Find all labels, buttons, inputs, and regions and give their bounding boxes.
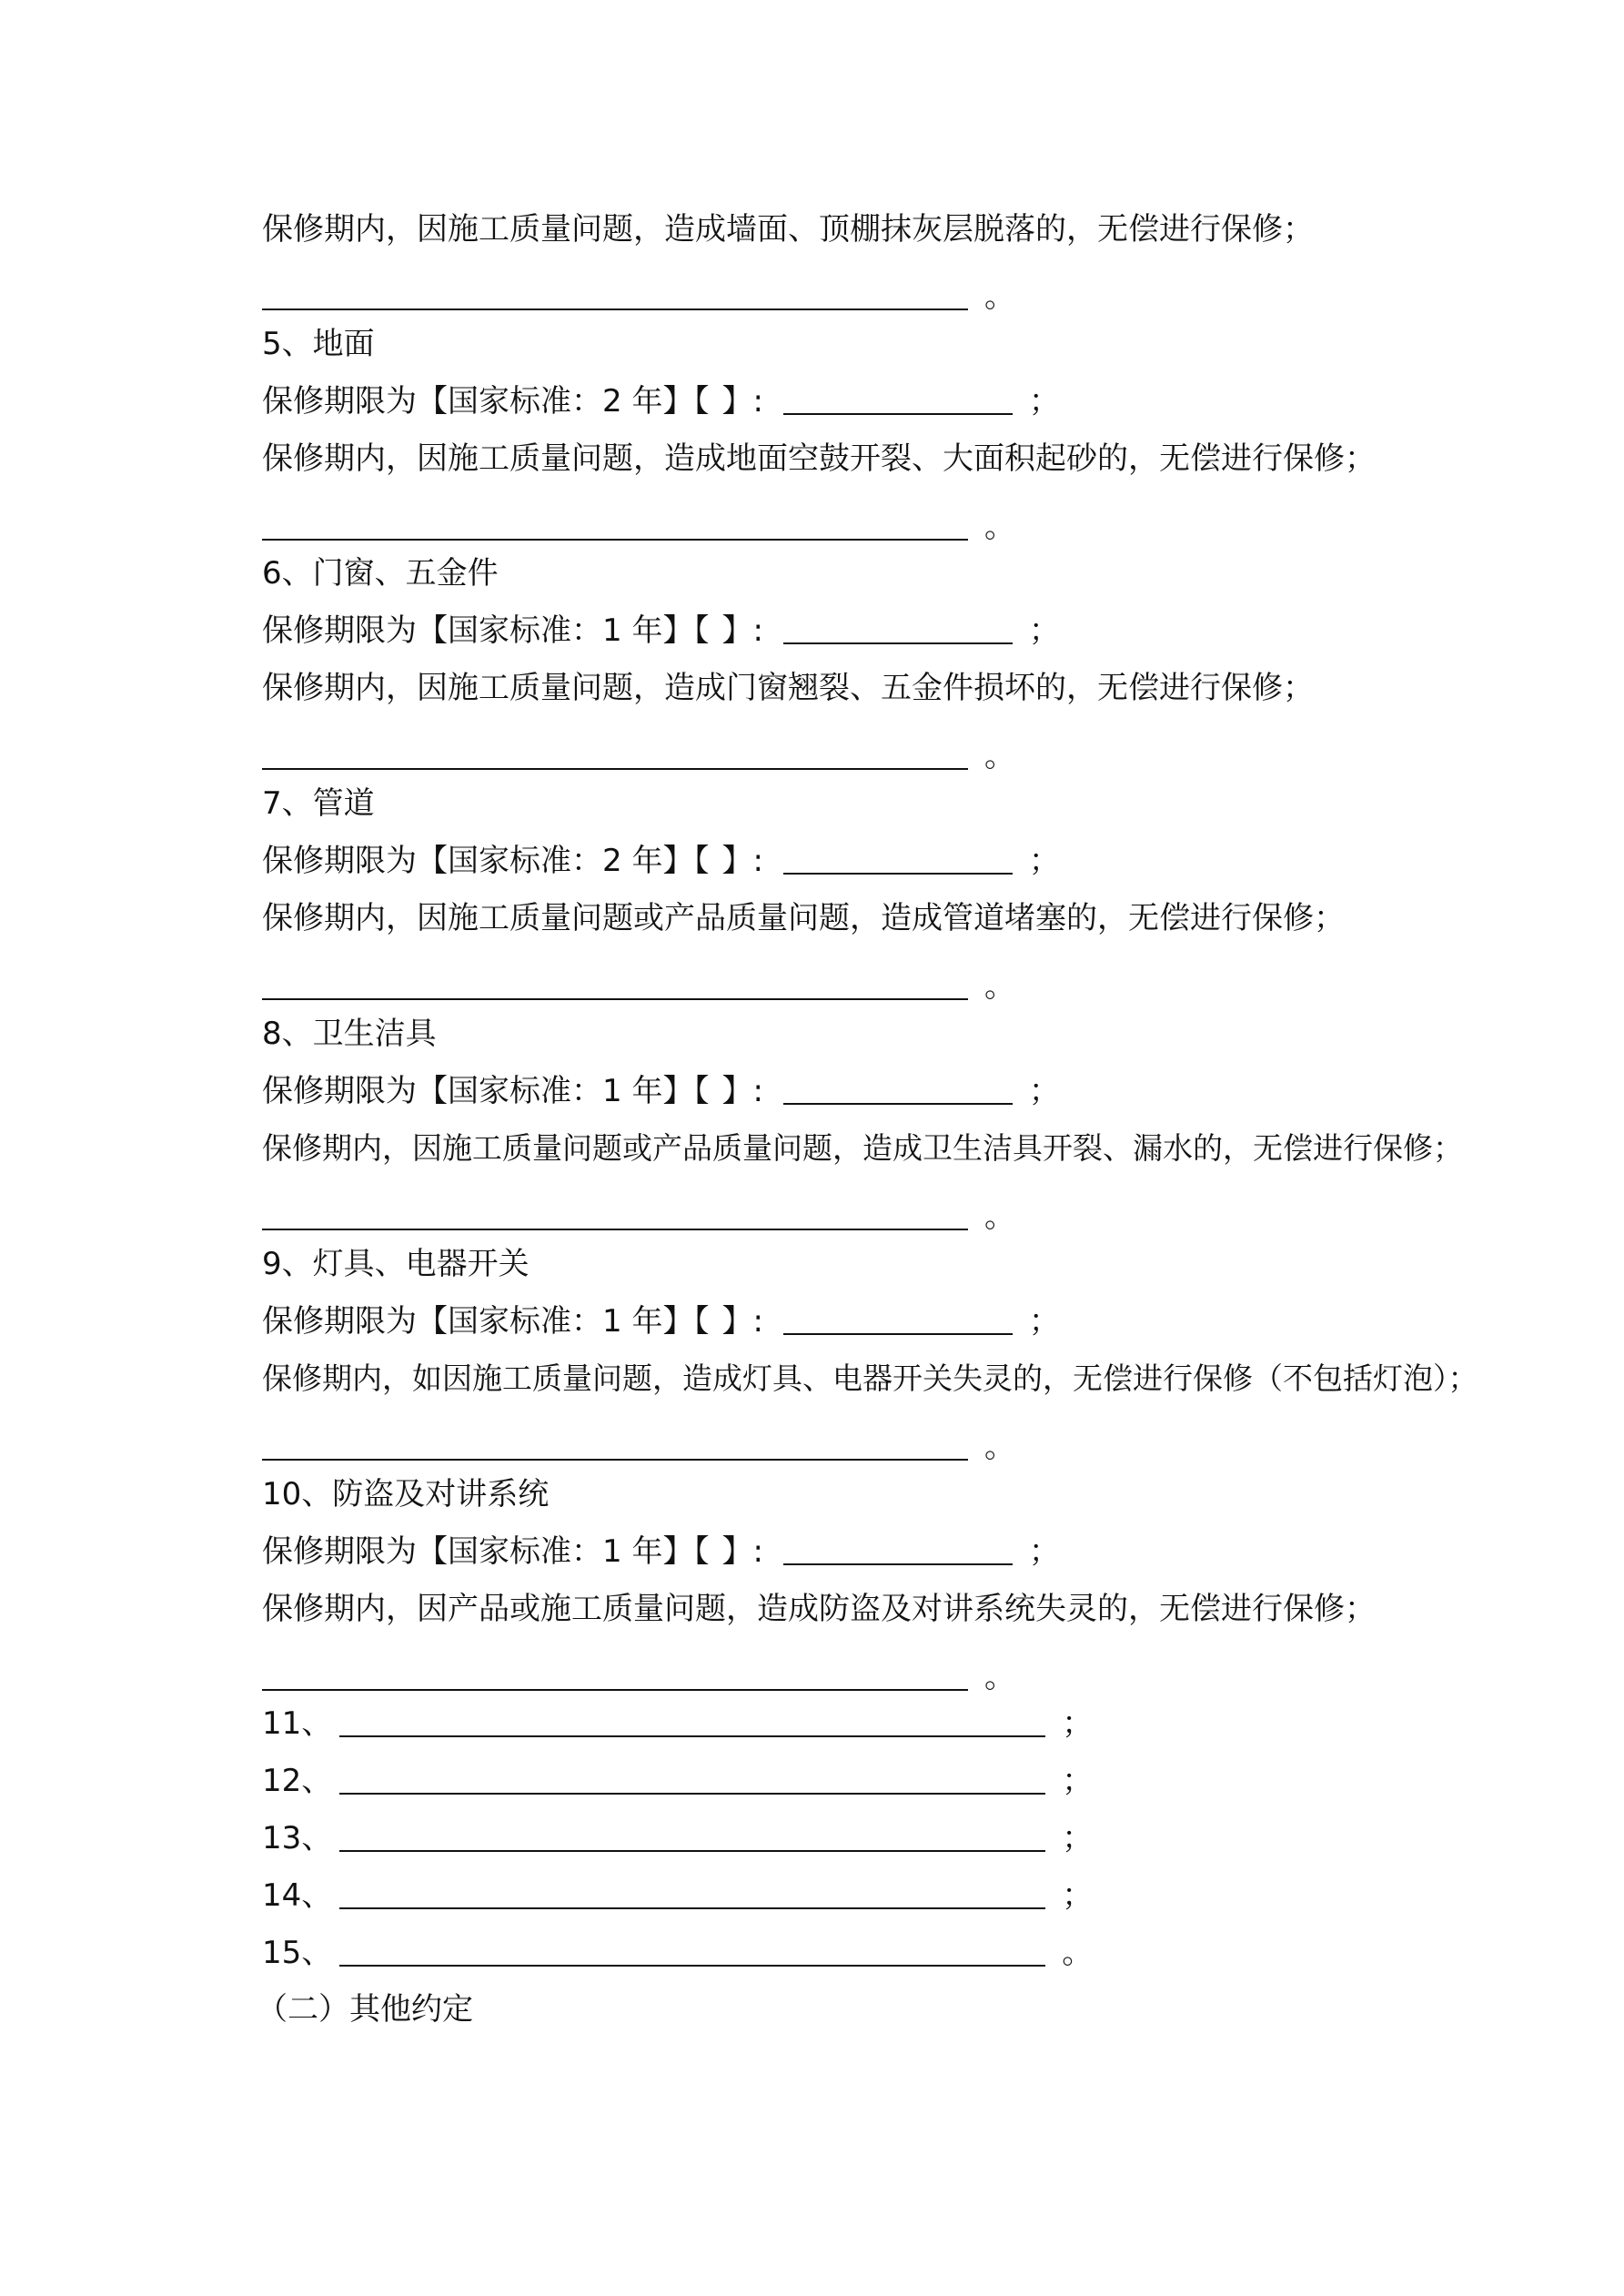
section-desc-lighting: 保修期内，如因施工质量问题，造成灯具、电器开关失灵的，无偿进行保修（不包括灯泡）； [262,1360,1478,1396]
numbered-item-13: 13、 ； [262,1813,1093,1864]
section-title-doors-windows: 6、门窗、五金件 [262,555,499,592]
section-fill-floor: 。 [262,501,1015,552]
section-title-intercom: 10、防盗及对讲系统 [262,1476,550,1512]
period-blank[interactable] [783,1527,1013,1565]
section-fill-sanitary: 。 [262,1191,1015,1242]
fill-in-blank[interactable] [262,1192,968,1230]
section-period-doors-windows: 保修期限为【国家标准：1 年】【 】: ； [262,605,1060,656]
section-desc-doors-windows: 保修期内，因施工质量问题，造成门窗翘裂、五金件损坏的，无偿进行保修； [262,670,1314,706]
section-fill-pipes: 。 [262,961,1015,1012]
fill-in-blank[interactable] [262,272,968,310]
fill-in-blank[interactable] [262,732,968,770]
section-desc-intercom: 保修期内，因产品或施工质量问题，造成防盗及对讲系统失灵的，无偿进行保修； [262,1591,1376,1627]
fill-in-blank[interactable] [262,1653,968,1691]
section-title-floor: 5、地面 [262,326,375,362]
section-title-pipes: 7、管道 [262,785,375,822]
period-blank[interactable] [783,606,1013,644]
section-period-lighting: 保修期限为【国家标准：1 年】【 】: ； [262,1296,1060,1347]
fill-in-blank[interactable] [339,1814,1045,1852]
section-title-sanitary: 8、卫生洁具 [262,1016,437,1052]
period-blank[interactable] [783,377,1013,415]
section-desc-floor: 保修期内，因施工质量问题，造成地面空鼓开裂、大面积起砂的，无偿进行保修； [262,440,1376,477]
period-blank[interactable] [783,1067,1013,1105]
numbered-item-15: 15、 。 [262,1927,1093,1978]
section-fill-doors-windows: 。 [262,731,1015,782]
numbered-item-11: 11、 ； [262,1698,1093,1749]
fill-in-blank[interactable] [262,962,968,1000]
other-agreements-heading: （二）其他约定 [257,1991,473,2028]
item4-description-text: 保修期内，因施工质量问题，造成墙面、顶棚抹灰层脱落的，无偿进行保修； [262,211,1314,248]
fill-in-blank[interactable] [339,1756,1045,1795]
fill-in-blank[interactable] [262,502,968,541]
fill-in-blank[interactable] [262,1422,968,1461]
item4-description [262,204,1314,255]
fill-in-blank[interactable] [339,1871,1045,1909]
section-desc-sanitary: 保修期内，因施工质量问题或产品质量问题，造成卫生洁具开裂、漏水的，无偿进行保修； [262,1130,1463,1166]
fill-in-blank[interactable] [339,1699,1045,1737]
period-blank[interactable] [783,836,1013,875]
fill-in-blank[interactable] [339,1928,1045,1967]
section-period-floor: 保修期限为【国家标准：2 年】【 】: ； [262,376,1060,427]
numbered-item-14: 14、 ； [262,1870,1093,1921]
section-period-pipes: 保修期限为【国家标准：2 年】【 】: ； [262,835,1060,886]
section-desc-pipes: 保修期内，因施工质量问题或产品质量问题，造成管道堵塞的，无偿进行保修； [262,900,1345,936]
period-blank[interactable] [783,1297,1013,1335]
section-fill-lighting: 。 [262,1421,1015,1472]
numbered-item-12: 12、 ； [262,1755,1093,1806]
section-fill-intercom: 。 [262,1652,1015,1703]
section-period-intercom: 保修期限为【国家标准：1 年】【 】: ； [262,1526,1060,1577]
section-period-sanitary: 保修期限为【国家标准：1 年】【 】: ； [262,1066,1060,1117]
item4-fill-line: 。 [262,271,1015,322]
section-title-lighting: 9、灯具、电器开关 [262,1246,530,1282]
